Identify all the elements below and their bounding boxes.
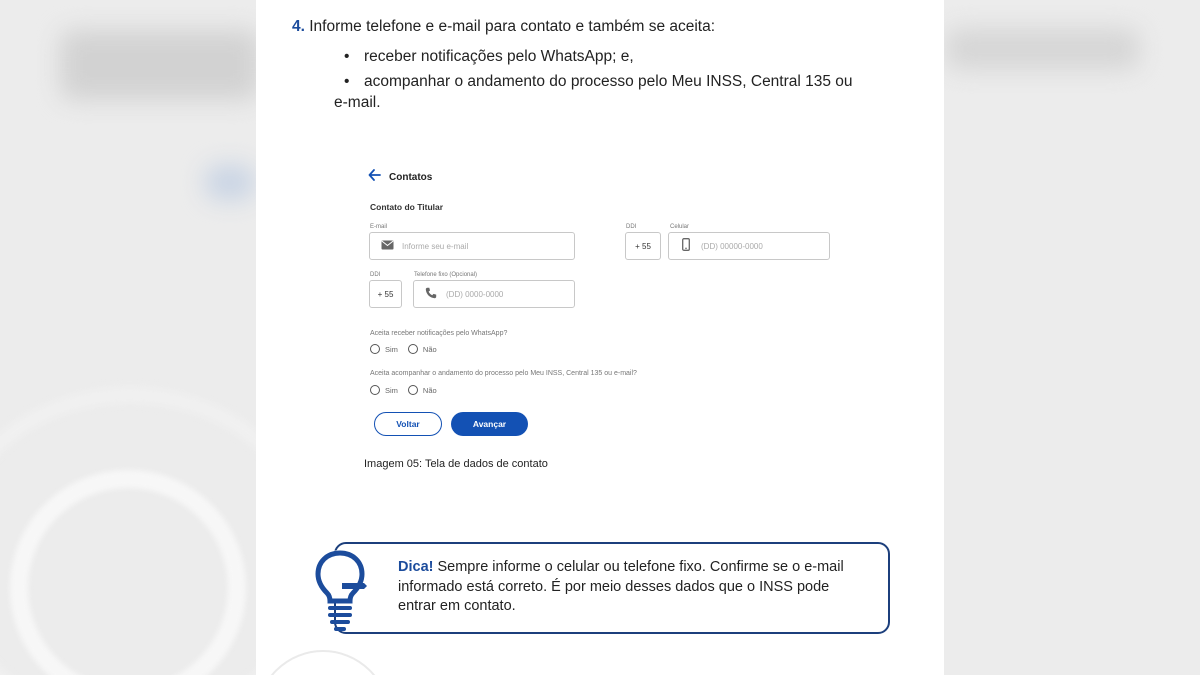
ddi-field[interactable]: + 55	[625, 232, 661, 260]
bullet-dot: •	[344, 48, 350, 65]
section-title: Contato do Titular	[370, 202, 444, 212]
bullet-text: acompanhar o andamento do processo pelo Meu INSS, Central 135 ou	[364, 73, 853, 90]
blurred-block	[945, 28, 1140, 70]
document-page	[256, 0, 944, 675]
image-caption: Imagem 05: Tela de dados de contato	[364, 458, 548, 470]
avancar-button[interactable]: Avançar	[451, 412, 528, 436]
bullet-item	[344, 48, 634, 66]
step-number: 4.	[292, 18, 305, 35]
step-text: Informe telefone e e-mail para contato e também se aceita:	[304, 18, 716, 35]
radio-nao-label: Não	[422, 344, 437, 354]
whatsapp-question: Aceita receber notificações pelo WhatsApp?	[370, 330, 508, 337]
tip-box	[334, 542, 890, 634]
blurred-block	[60, 30, 260, 100]
tip-tag: Dica!	[398, 559, 434, 575]
radio-sim[interactable]	[370, 344, 380, 354]
celular-placeholder: (DD) 00000-0000	[701, 241, 763, 251]
fixo-placeholder: (DD) 0000-0000	[446, 289, 504, 299]
celular-field[interactable]	[668, 232, 830, 260]
email-field[interactable]	[369, 232, 575, 260]
bullet-item	[344, 73, 853, 91]
email-label: E-mail	[370, 224, 388, 230]
blurred-block	[205, 165, 255, 200]
lightbulb-icon	[312, 546, 372, 636]
radio-nao[interactable]	[408, 344, 418, 354]
tip-body: Sempre informe o celular ou telefone fixo. Confirme se o e-mail informado está correto. É por meio desses dados que o INSS pode entrar em contato.	[398, 559, 844, 614]
radio-sim[interactable]	[370, 385, 380, 395]
ddi-label: DDI	[626, 224, 637, 230]
bullet-text: receber notificações pelo WhatsApp; e,	[364, 48, 634, 65]
telephone-icon	[424, 287, 438, 302]
email-placeholder: Informe seu e-mail	[402, 241, 469, 251]
ddi2-label: DDI	[370, 272, 381, 278]
envelope-icon	[380, 240, 394, 253]
radio-sim-label: Sim	[385, 385, 398, 395]
radio-nao-label: Não	[422, 385, 437, 395]
bullet-continuation: e-mail.	[334, 94, 381, 111]
mobile-phone-icon	[679, 238, 693, 254]
celular-label: Celular	[670, 224, 690, 230]
radio-sim-label: Sim	[385, 344, 398, 354]
tracking-question: Aceita acompanhar o andamento do processo pelo Meu INSS, Central 135 ou e-mail?	[370, 370, 637, 377]
fixo-label: Telefone fixo (Opcional)	[414, 272, 478, 278]
decorative-circle	[256, 650, 390, 675]
tracking-radio-group	[370, 385, 437, 395]
bullet-dot: •	[344, 73, 350, 90]
voltar-button[interactable]: Voltar	[374, 412, 442, 436]
contact-form-screenshot	[356, 160, 856, 450]
step-heading	[292, 18, 715, 36]
ddi2-field[interactable]: + 55	[369, 280, 402, 308]
back-title: Contatos	[389, 171, 433, 183]
radio-nao[interactable]	[408, 385, 418, 395]
arrow-left-icon[interactable]	[368, 169, 381, 185]
back-row[interactable]	[368, 169, 432, 185]
fixo-field[interactable]	[413, 280, 575, 308]
whatsapp-radio-group	[370, 344, 437, 354]
tip-text	[398, 558, 858, 617]
